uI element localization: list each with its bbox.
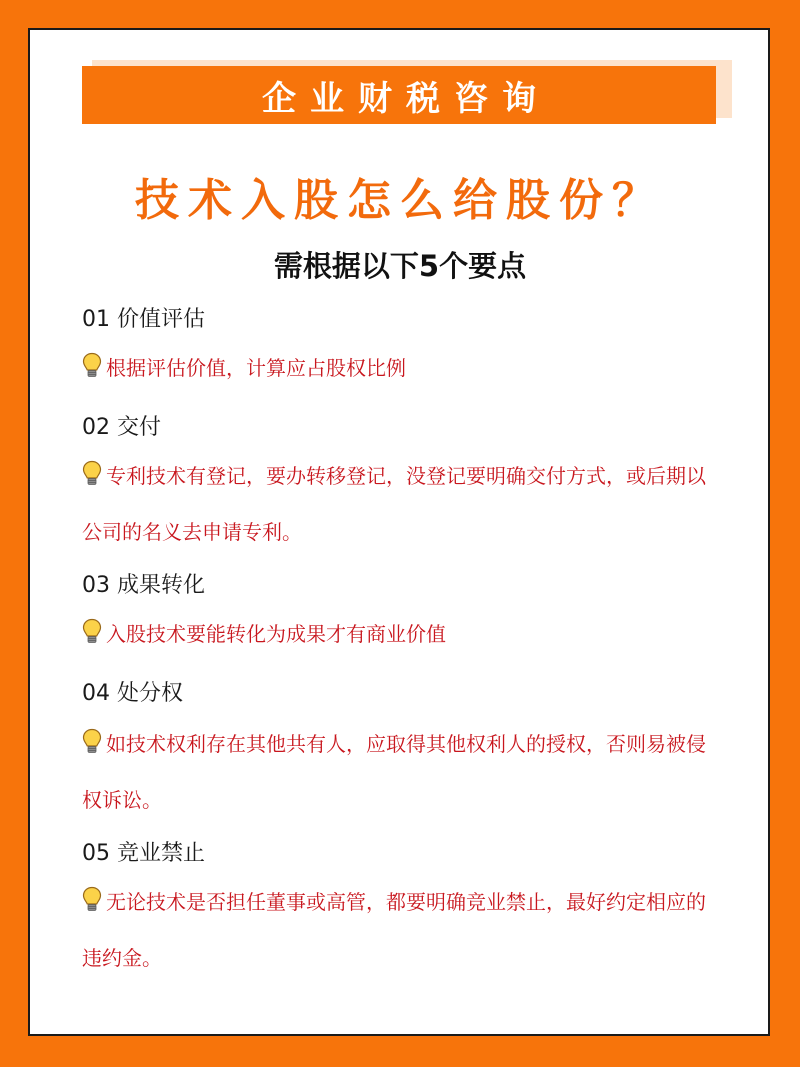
banner-text: 企业财税咨询 <box>262 78 550 119</box>
lightbulb-icon <box>82 886 102 913</box>
lightbulb-icon <box>82 618 102 645</box>
point-text-3: 入股技术要能转化为成果才有商业价值 <box>106 622 446 646</box>
point-heading-3: 03 成果转化 <box>82 573 205 598</box>
point-heading-4: 04 处分权 <box>82 681 183 706</box>
point-body-4 <box>82 716 722 828</box>
point-body-1 <box>82 340 722 396</box>
point-text-5: 无论技术是否担任董事或高管，都要明确竞业禁止，最好约定相应的违约金。 <box>82 890 706 970</box>
point-body-3 <box>82 606 722 662</box>
point-body-5 <box>82 874 722 986</box>
lightbulb-icon <box>82 460 102 487</box>
point-text-2: 专利技术有登记，要办转移登记，没登记要明确交付方式，或后期以公司的名义去申请专利。 <box>82 464 706 544</box>
lightbulb-icon <box>82 352 102 379</box>
point-text-4: 如技术权利存在其他共有人，应取得其他权利人的授权，否则易被侵权诉讼。 <box>82 732 706 812</box>
header-banner <box>82 66 716 124</box>
page-subtitle: 需根据以下5个要点 <box>273 249 527 283</box>
lightbulb-icon <box>82 728 102 755</box>
point-heading-5: 05 竞业禁止 <box>82 841 205 866</box>
point-text-1: 根据评估价值，计算应占股权比例 <box>106 356 406 380</box>
page-title: 技术入股怎么给股份？ <box>135 175 665 226</box>
point-heading-1: 01 价值评估 <box>82 307 205 332</box>
point-heading-2: 02 交付 <box>82 415 161 440</box>
point-body-2 <box>82 448 722 560</box>
